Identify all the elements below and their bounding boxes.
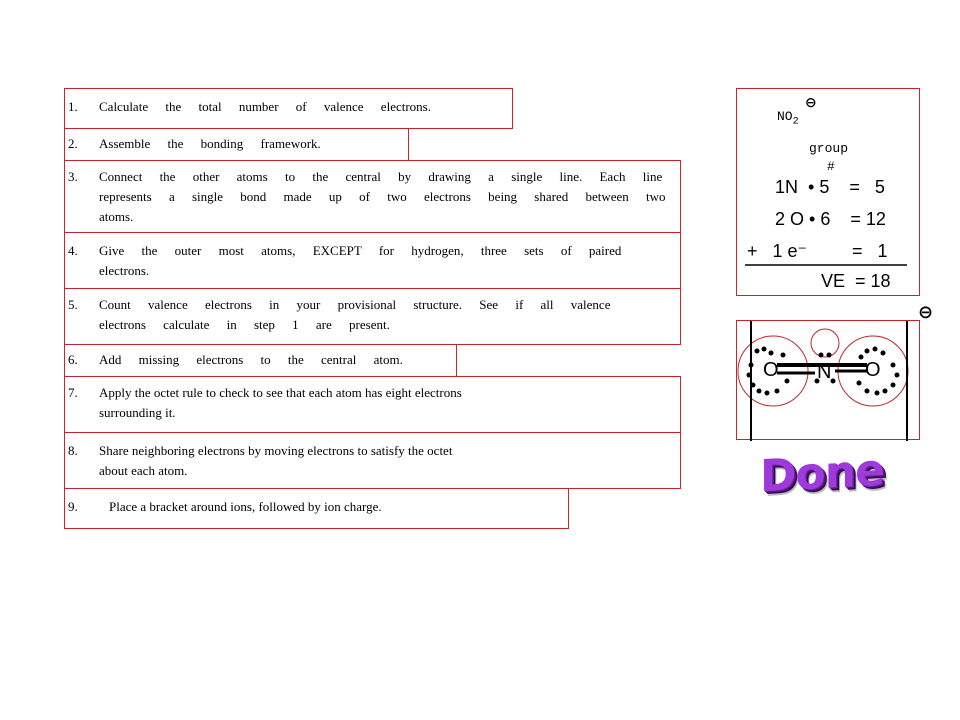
step-2 bbox=[64, 128, 409, 161]
step-number: 5. bbox=[68, 297, 78, 312]
step-text: Connect the other atoms to the central by drawing a single line. Each line represents a single bond made up of two electrons being shared between two atoms. bbox=[99, 169, 666, 224]
oxygen-line: 2 O • 6 = 12 bbox=[775, 209, 886, 229]
step-number: 7. bbox=[68, 385, 78, 400]
lone-electron-circle bbox=[811, 329, 839, 357]
step-text: Apply the octet rule to check to see that each atom has eight electrons surrounding it. bbox=[99, 385, 462, 420]
step-number: 1. bbox=[68, 99, 78, 114]
step-text: Calculate the total number of valence electrons. bbox=[99, 99, 431, 114]
step-9 bbox=[64, 488, 569, 529]
step-8 bbox=[64, 432, 681, 489]
step-number: 2. bbox=[68, 136, 78, 151]
done-wordart: Done bbox=[760, 444, 884, 503]
step-number: 6. bbox=[68, 352, 78, 367]
step-text: Count valence electrons in your provisional structure. See if all valence electrons calculate in step 1 are present. bbox=[99, 297, 611, 332]
step-text: Give the outer most atoms, EXCEPT for hydrogen, three sets of paired electrons. bbox=[99, 243, 622, 278]
ion-charge-icon: ⊖ bbox=[918, 302, 934, 323]
step-1 bbox=[64, 88, 513, 129]
step-7 bbox=[64, 376, 681, 433]
step-6 bbox=[64, 344, 457, 377]
step-text: Share neighboring electrons by moving electrons to satisfy the octet about each atom. bbox=[99, 443, 453, 478]
electron-line: + 1 e⁻ = 1 bbox=[747, 241, 888, 261]
step-text: Assemble the bonding framework. bbox=[99, 136, 321, 151]
right-oxygen-symbol: O bbox=[865, 359, 881, 381]
step-number: 9. bbox=[68, 499, 78, 514]
negative-charge-icon: ⊖ bbox=[805, 95, 817, 111]
group-label: group bbox=[809, 141, 849, 156]
step-4 bbox=[64, 232, 681, 289]
right-bracket bbox=[899, 321, 907, 441]
step-number: 4. bbox=[68, 243, 78, 258]
ion-formula: $NO_2$ bbox=[777, 109, 799, 128]
nitrogen-symbol: N bbox=[817, 361, 832, 383]
valence-total: VE = 18 bbox=[821, 271, 891, 291]
left-oxygen-symbol: O bbox=[763, 359, 779, 381]
valence-electron-panel bbox=[736, 88, 920, 296]
step-text: Place a bracket around ions, followed by ion charge. bbox=[109, 499, 382, 514]
lewis-structure-panel bbox=[736, 320, 920, 440]
sum-divider bbox=[737, 263, 921, 267]
step-number: 3. bbox=[68, 169, 78, 184]
step-3 bbox=[64, 160, 681, 233]
nitrogen-line: 1N • 5 = 5 bbox=[775, 177, 885, 197]
step-number: 8. bbox=[68, 443, 78, 458]
step-text: Add missing electrons to the central atom. bbox=[99, 352, 403, 367]
step-5 bbox=[64, 288, 681, 345]
hash-label: # bbox=[827, 159, 835, 174]
